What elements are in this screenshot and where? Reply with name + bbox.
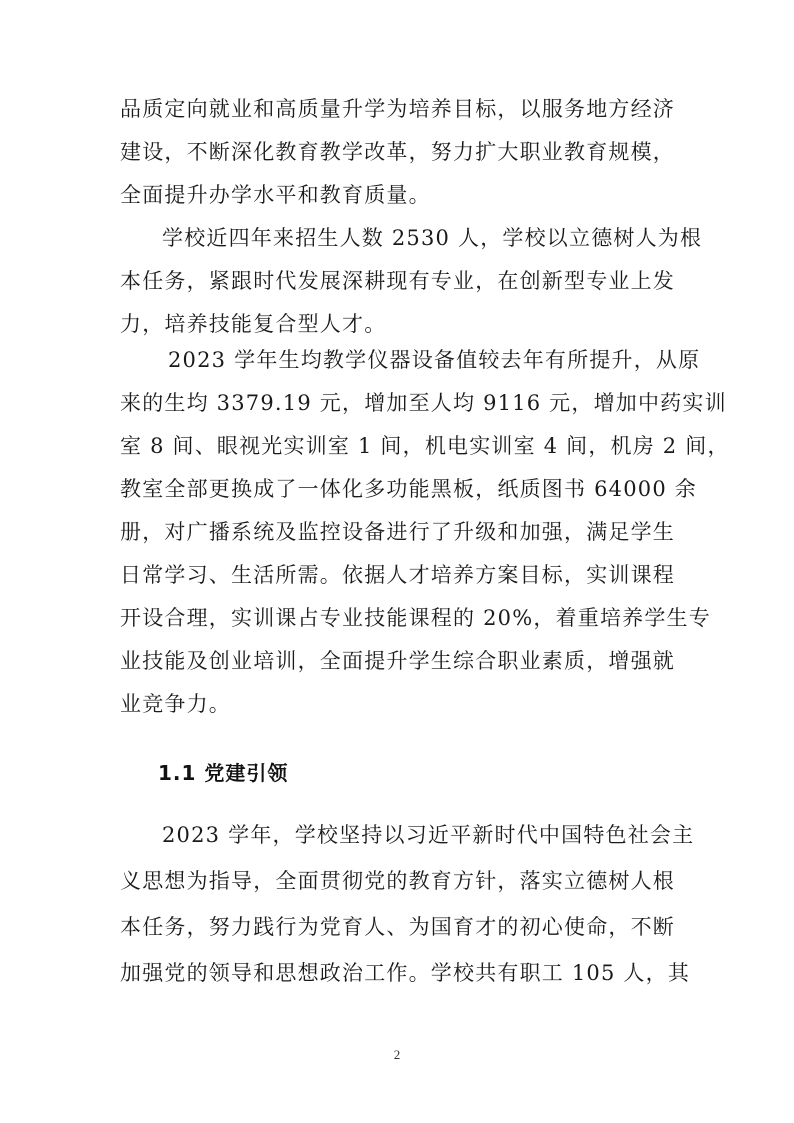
text-line: 2023 学年生均教学仪器设备值较去年有所提升，从原 [168, 348, 701, 372]
text-line: 室 8 间、眼视光实训室 1 间，机电实训室 4 间，机房 2 间， [120, 434, 730, 458]
paragraph-employment-goals [120, 88, 680, 217]
text-line: 本任务，紧跟时代发展深耕现有专业，在创新型专业上发 [120, 269, 675, 293]
text-line: 加强党的领导和思想政治工作。学校共有职工 105 人，其 [120, 961, 691, 985]
paragraph-enrollment [120, 217, 703, 346]
text-line: 建设，不断深化教育教学改革，努力扩大职业教育规模， [120, 140, 675, 164]
page-number: 2 [393, 1047, 401, 1062]
text-line: 本任务，努力践行为党育人、为国育才的初心使命，不断 [120, 915, 675, 939]
text-line: 来的生均 3379.19 元，增加至人均 9116 元，增加中药实训 [120, 391, 727, 415]
paragraph-party-building [120, 812, 695, 996]
section-heading: 1.1 党建引领 [158, 761, 289, 785]
text-line: 全面提升办学水平和教育质量。 [120, 183, 431, 207]
text-line: 册，对广播系统及监控设备进行了升级和加强，满足学生 [120, 520, 675, 544]
paragraph-equipment [120, 339, 730, 726]
text-line: 2023 学年，学校坚持以习近平新时代中国特色社会主 [162, 823, 695, 847]
text-line: 开设合理，实训课占专业技能课程的 20%，着重培养学生专 [120, 606, 711, 630]
text-line: 教室全部更换成了一体化多功能黑板，纸质图书 64000 余 [120, 477, 697, 501]
text-line: 学校近四年来招生人数 2530 人，学校以立德树人为根 [162, 226, 703, 250]
text-line: 业竞争力。 [120, 692, 231, 716]
text-line: 业技能及创业培训，全面提升学生综合职业素质，增强就 [120, 649, 675, 673]
text-line: 日常学习、生活所需。依据人才培养方案目标，实训课程 [120, 563, 675, 587]
text-line: 义思想为指导，全面贯彻党的教育方针，落实立德树人根 [120, 869, 675, 893]
text-line: 品质定向就业和高质量升学为培养目标，以服务地方经济 [120, 97, 675, 121]
text-line: 力，培养技能复合型人才。 [120, 312, 387, 336]
